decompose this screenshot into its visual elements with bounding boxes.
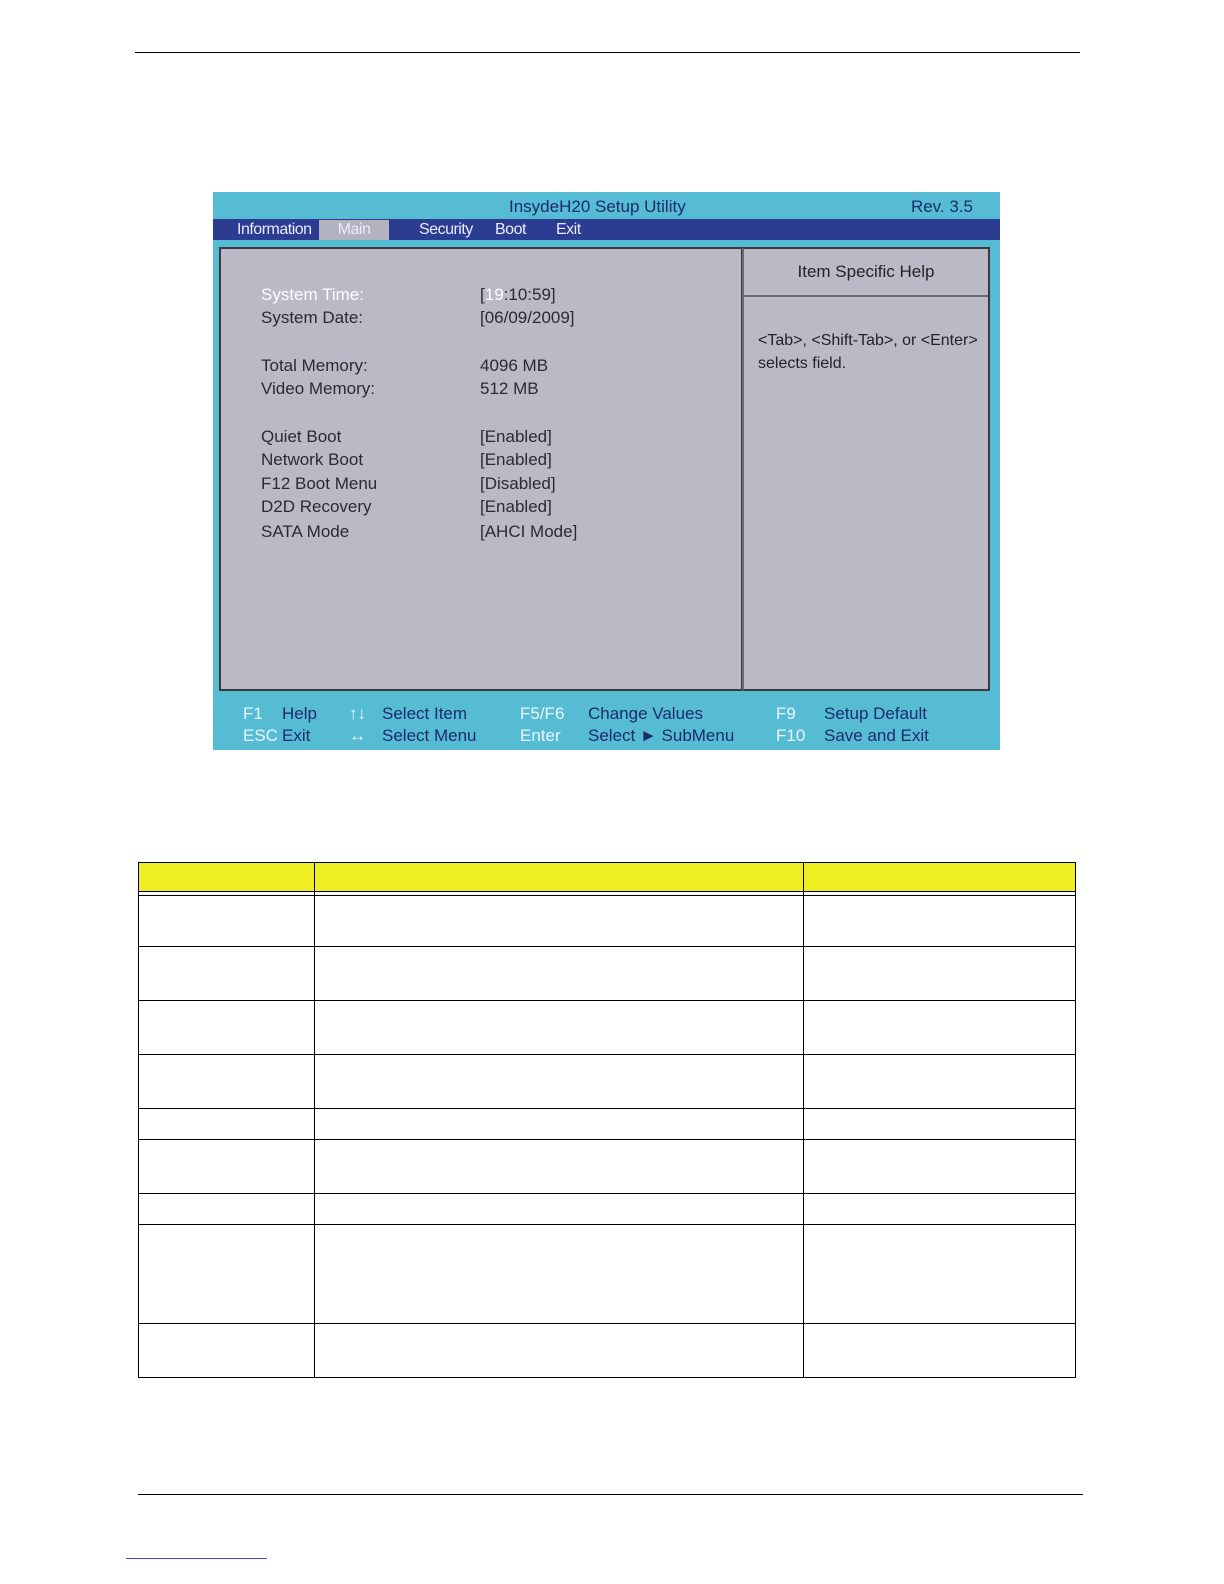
- bios-main-panel: [219, 247, 743, 691]
- page-header-rule: [135, 52, 1080, 53]
- table-header-cell: [804, 863, 1076, 892]
- bios-title: InsydeH20 Setup Utility: [509, 197, 686, 216]
- parameter-table: [138, 862, 1075, 1381]
- table-header-cell: [139, 863, 315, 892]
- table-row: [139, 947, 1076, 1001]
- parameter-table-grid: [138, 862, 1076, 1378]
- setting-value: 4096 MB: [480, 356, 549, 375]
- table-row: [139, 1055, 1076, 1109]
- table-row: [139, 1140, 1076, 1194]
- key-esc-text: Exit: [282, 726, 311, 745]
- bios-revision: Rev. 3.5: [910, 197, 973, 216]
- key-f9-text: Setup Default: [824, 704, 928, 723]
- table-row: [139, 1109, 1076, 1140]
- key-f10: F10: [776, 726, 806, 745]
- setting-label: Video Memory:: [261, 379, 376, 398]
- setting-label: Total Memory:: [261, 356, 368, 375]
- tab-security[interactable]: Security: [419, 221, 473, 238]
- arrow-leftright-icon: ↔: [349, 726, 366, 745]
- bios-screenshot: [213, 192, 1000, 750]
- setting-label: Quiet Boot: [261, 427, 342, 446]
- footer-link-underline: [126, 1558, 267, 1559]
- key-leftright-text: Select Menu: [382, 726, 477, 745]
- setting-label: Network Boot: [261, 450, 364, 469]
- setting-value[interactable]: [AHCI Mode]: [480, 522, 578, 541]
- setting-label: F12 Boot Menu: [261, 474, 378, 493]
- help-header: Item Specific Help: [744, 249, 988, 297]
- key-enter-text: Select ► SubMenu: [588, 726, 735, 745]
- table-row: [139, 1001, 1076, 1055]
- setting-label: System Time:: [261, 285, 364, 304]
- setting-value: 512 MB: [480, 379, 539, 398]
- bios-help-panel: [742, 247, 990, 691]
- key-f9: F9: [776, 704, 796, 723]
- setting-value[interactable]: [Enabled]: [480, 450, 552, 469]
- setting-value[interactable]: [06/09/2009]: [480, 308, 575, 327]
- table-row: [139, 1324, 1076, 1378]
- setting-value[interactable]: [Enabled]: [480, 427, 552, 446]
- setting-label: D2D Recovery: [261, 497, 372, 516]
- page-footer-rule: [138, 1494, 1083, 1495]
- bios-menu-bar: [213, 219, 1000, 240]
- key-f10-text: Save and Exit: [824, 726, 929, 745]
- tab-boot[interactable]: Boot: [495, 221, 526, 238]
- tab-information[interactable]: Information: [237, 221, 312, 238]
- key-esc: ESC: [243, 726, 278, 745]
- setting-value[interactable]: [19:10:59]: [480, 285, 556, 304]
- key-updown-text: Select Item: [382, 704, 468, 723]
- key-f1: F1: [243, 704, 263, 723]
- setting-label: SATA Mode: [261, 522, 350, 541]
- bios-status-bar: [213, 700, 1000, 750]
- table-row: [139, 1225, 1076, 1324]
- table-header-row: [139, 863, 1076, 892]
- tab-main[interactable]: Main: [319, 220, 389, 240]
- tab-exit[interactable]: Exit: [556, 221, 581, 238]
- key-enter: Enter: [520, 726, 561, 745]
- table-row: [139, 896, 1076, 947]
- help-text: <Tab>, <Shift-Tab>, or <Enter> selects field.: [758, 332, 978, 372]
- setting-value[interactable]: [Enabled]: [480, 497, 552, 516]
- key-f5f6-text: Change Values: [588, 704, 703, 723]
- setting-label: System Date:: [261, 308, 364, 327]
- arrow-updown-icon: ↑↓: [349, 704, 366, 723]
- table-row: [139, 1194, 1076, 1225]
- key-f5f6: F5/F6: [520, 704, 565, 723]
- key-f1-text: Help: [282, 704, 317, 723]
- bios-title-bar: [213, 192, 1000, 219]
- table-header-cell: [315, 863, 804, 892]
- setting-value[interactable]: [Disabled]: [480, 474, 556, 493]
